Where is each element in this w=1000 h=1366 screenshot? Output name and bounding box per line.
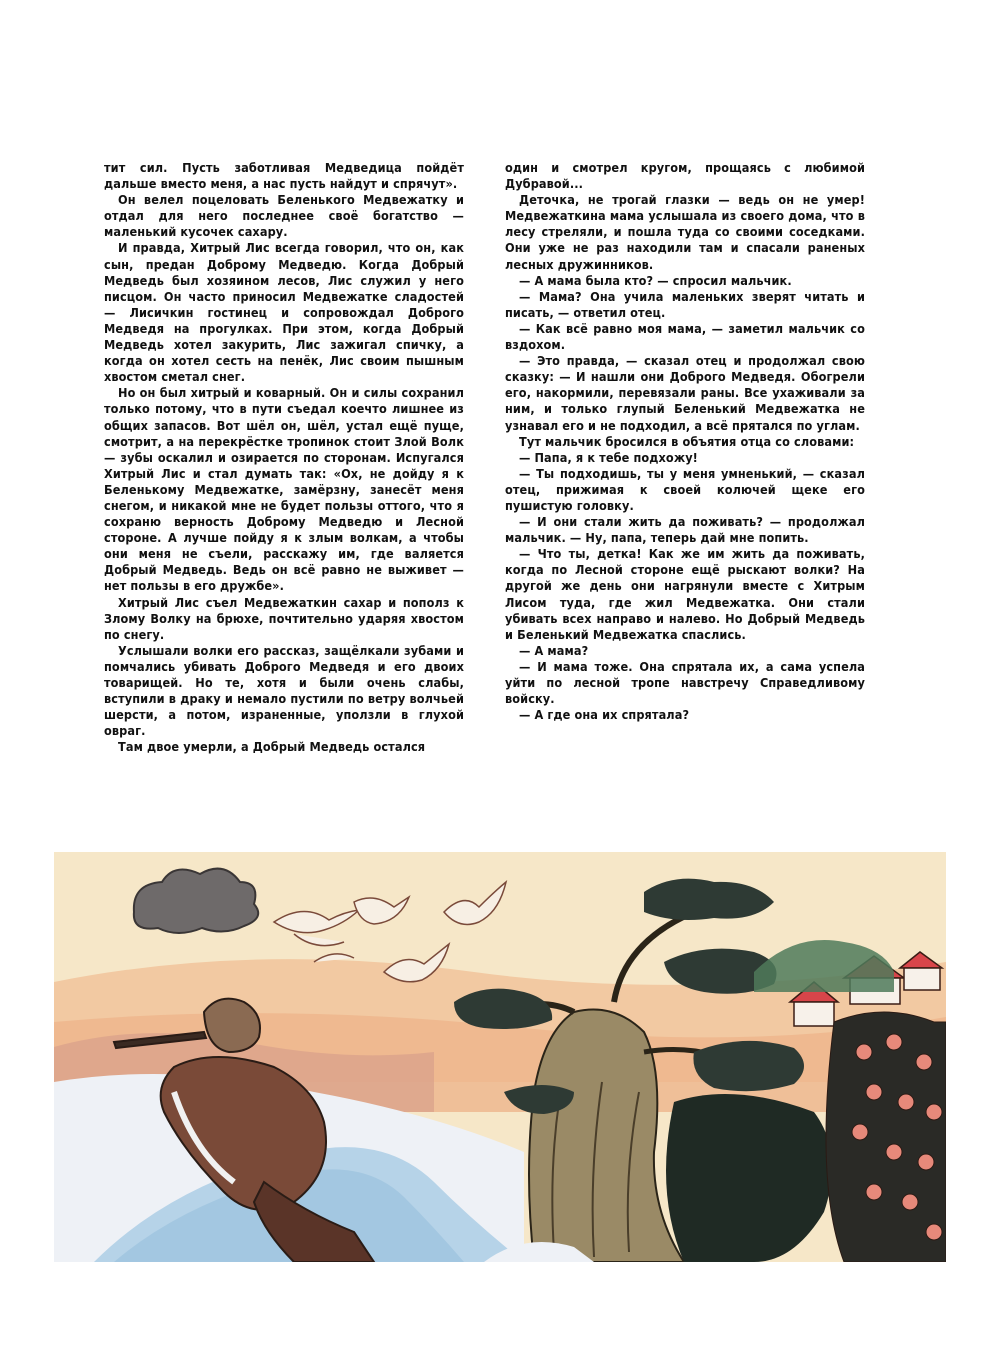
paragraph: — Папа, я к тебе подхожу! [519, 449, 698, 465]
paragraph: Хитрый Лис съел Медвежаткин сахар и пополз к Злому Волку на брюхе, почтительно ударяя хвостом по снегу. [104, 594, 464, 642]
paragraph: — Что ты, детка! Как же им жить да поживать, когда по Лесной стороне ещё рыскают волки? На другой же день они нагрянули вместе с Хитрым Лисом туда, где жил Медвежатка. Они стали убивать всех направо и налево. Но Добрый Медведь и Беленький Медвежатка спаслись. [505, 546, 865, 642]
orchard [826, 1012, 946, 1262]
paragraph: Там двое умерли, а Добрый Медведь остался [118, 739, 426, 755]
paragraph: Деточка, не трогай глазки — ведь он не умер! Медвежаткина мама услышала из своего дома, что в лесу стреляли, и пошла туда со своими соседками. Они уже не раз находили там и спасали раненых лесных дружинников. [505, 192, 865, 272]
paragraph: — И мама тоже. Она спрятала их, а сама успела уйти по лесной тропе навстречу Справедливому войску. [505, 658, 865, 707]
right-text-column [505, 160, 865, 723]
paragraph: — Мама? Она учила маленьких зверят читать и писать, — ответил отец. [505, 288, 865, 320]
paragraph: Тут мальчик бросился в объятия отца со словами: [519, 433, 855, 449]
paragraph: — И они стали жить да поживать? — продолжал мальчик. — Ну, папа, теперь дай мне попить. [505, 514, 865, 546]
paragraph: тит сил. Пусть заботливая Медведица пойдёт дальше вместо меня, а нас пусть найдут и спрячут». [104, 160, 464, 192]
paragraph: Услышали волки его рассказ, защёлкали зубами и помчались убивать Доброго Медведя и его двоих товарищей. Но те, хотя и были очень слабы, вступили в драку и немало пустили по ветру волчьей шерсти, а потом, израненные, уползли в глухой овраг. [104, 642, 464, 739]
paragraph: — Это правда, — сказал отец и продолжал свою сказку: — И нашли они Доброго Медведя. Обогрели его, накормили, перевязали раны. Все ухаживали за ним, и только глупый Беленький Медвежатка не узнавал его и не подходил, а всё прятался по углам. [505, 353, 865, 433]
paragraph: — Как всё равно моя мама, — заметил мальчик со вздохом. [505, 320, 865, 353]
paragraph: — А мама? [519, 642, 589, 658]
paragraph: один и смотрел кругом, прощаясь с любимой Дубравой... [505, 160, 865, 192]
paragraph: И правда, Хитрый Лис всегда говорил, что он, как сын, предан Доброму Медведю. Когда Добрый Медведь был хозяином лесов, Лис служил у него писцом. Он часто приносил Медвежатке сладостей — Лисичкин гостинец и сопровождал Доброго Медведя на прогулках. При этом, когда Добрый Медведь хотел закурить, Лис зажигал спичку, а когда он хотел сесть на пенёк, Лис своим пышным хвостом сметал снег. [104, 240, 464, 385]
paragraph: — Ты подходишь, ты у меня умненький, — сказал отец, прижимая к своей колючей щеке его пушистую головку. [505, 465, 865, 513]
paragraph: — А мама была кто? — спросил мальчик. [519, 272, 792, 288]
paragraph: Он велел поцеловать Беленького Медвежатку и отдал для него последнее своё богатство — маленький кусочек сахару. [104, 192, 464, 240]
paragraph: — А где она их спрятала? [519, 707, 690, 723]
story-illustration [54, 852, 946, 1262]
paragraph: Но он был хитрый и коварный. Он и силы сохранил только потому, что в пути съедал коечто лишнее из общих запасов. Вот шёл он, шёл, устал ещё пуще, смотрит, а на перекрёстке тропинок стоит Злой Волк — зубы оскалил и озирается по сторонам. Испугался Хитрый Лис и стал думать так: «Ох, не дойду я к Беленькому Медвежатке, замёрзну, занесёт меня снегом, и никакой мне не будет пользы оттого, что я сохраню верность Доброму Медведю и Лесной стороне. А лучше пойду я к злым волкам, а чтобы они меня не съели, расскажу им, где валяется Добрый Медведь. Ведь он всё равно не выживет — нет пользы в его дружбе». [104, 385, 464, 594]
left-text-column [104, 160, 464, 755]
